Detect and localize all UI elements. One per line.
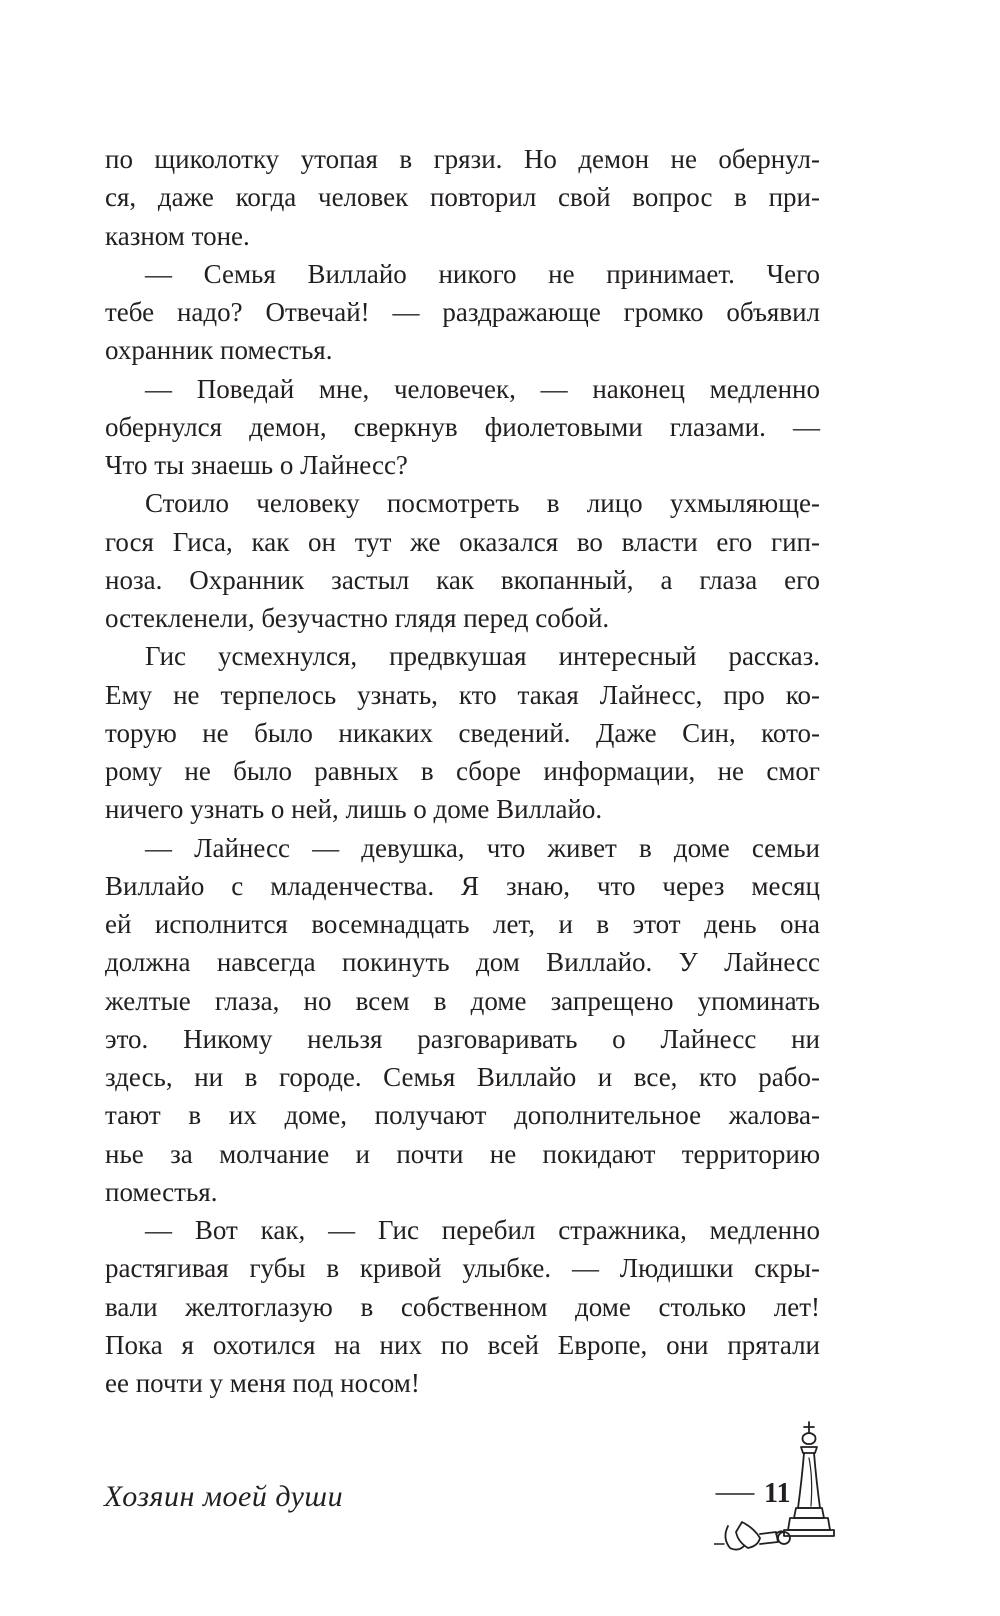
chess-pieces-icon bbox=[714, 1418, 844, 1558]
fallen-chess-piece-icon bbox=[725, 1522, 790, 1550]
text-line: нье за молчание и почти не покидают территорию bbox=[105, 1138, 820, 1169]
text-line: Виллайо с младенчества. Я знаю, что через месяц bbox=[105, 870, 820, 901]
text-line: — Поведай мне, человечек, — наконец медленно bbox=[145, 373, 820, 404]
text-line: Пока я охотился на них по всей Европе, они прятали bbox=[105, 1329, 820, 1360]
body-text bbox=[105, 140, 820, 1402]
text-line: здесь, ни в городе. Семья Виллайо и все, кто рабо- bbox=[105, 1062, 820, 1092]
text-line: — Лайнесс — девушка, что живет в доме семьи bbox=[145, 832, 820, 863]
text-line: остекленели, безучастно глядя перед собой. bbox=[105, 603, 610, 633]
text-line: ничего узнать о ней, лишь о доме Виллайо. bbox=[105, 794, 603, 825]
text-line: Гис усмехнулся, предвкушая интересный рассказ. bbox=[145, 641, 820, 672]
text-line: это. Никому нельзя разговаривать о Лайнесс ни bbox=[105, 1023, 820, 1054]
text-line: тают в их доме, получают дополнительное жалова- bbox=[105, 1100, 820, 1131]
text-line: ноза. Охранник застыл как вкопанный, а глаза его bbox=[105, 564, 820, 595]
text-line: желтые глаза, но всем в доме запрещено упоминать bbox=[105, 985, 820, 1016]
text-line: растягивая губы в кривой улыбке. — Людишки скры- bbox=[105, 1253, 820, 1284]
text-line: обернулся демон, сверкнув фиолетовыми глазами. — bbox=[105, 411, 820, 442]
text-line: — Семья Виллайо никого не принимает. Чего bbox=[145, 258, 820, 289]
text-line: охранник поместья. bbox=[105, 335, 333, 366]
text-line: поместья. bbox=[105, 1176, 218, 1207]
text-line: казном тоне. bbox=[105, 220, 250, 251]
text-line: рому не было равных в сборе информации, не смог bbox=[105, 756, 820, 786]
chess-king-icon bbox=[784, 1422, 834, 1536]
text-line: должна навсегда покинуть дом Виллайо. У Лайнесс bbox=[105, 947, 820, 978]
text-line: Ему не терпелось узнать, кто такая Лайнесс, про ко- bbox=[105, 679, 820, 710]
text-line: Стоило человеку посмотреть в лицо ухмыляюще- bbox=[145, 488, 820, 519]
text-line: ее почти у меня под носом! bbox=[105, 1368, 420, 1398]
text-line: вали желтоглазую в собственном доме столько лет! bbox=[105, 1291, 820, 1322]
text-line: торую не было никаких сведений. Даже Син, кото- bbox=[105, 717, 820, 748]
text-line: по щиколотку утопая в грязи. Но демон не обернул- bbox=[105, 144, 820, 174]
text-line: ей исполнится восемнадцать лет, и в этот день она bbox=[105, 909, 820, 939]
page-number: 11 bbox=[764, 1478, 791, 1509]
text-line: ся, даже когда человек повторил свой вопрос в при- bbox=[105, 182, 820, 213]
text-line: тебе надо? Отвечай! — раздражающе громко объявил bbox=[105, 297, 820, 327]
running-footer-book-title: Хозяин моей души bbox=[104, 1480, 344, 1513]
text-line: Что ты знаешь о Лайнесс? bbox=[105, 450, 408, 480]
text-line: — Вот как, — Гис перебил стражника, медленно bbox=[145, 1215, 820, 1245]
text-line: гося Гиса, как он тут же оказался во власти его гип- bbox=[105, 526, 820, 557]
